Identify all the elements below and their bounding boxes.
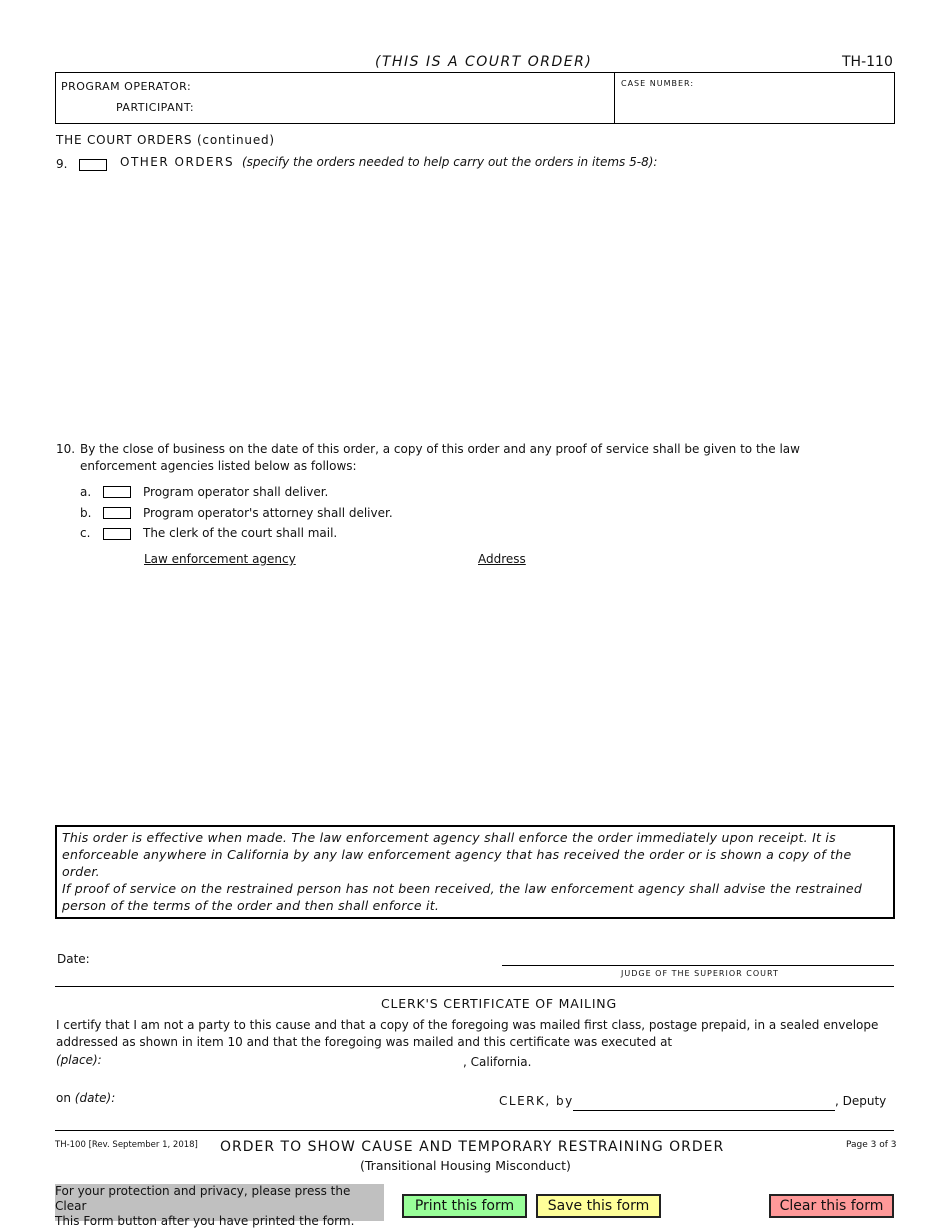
clerk-signature-field[interactable] [575,1092,833,1110]
judge-signature-line [502,965,894,966]
divider-bottom [55,1130,894,1131]
participant-label: PARTICIPANT: [116,101,195,114]
notice-line1: This order is effective when made. The law enforcement agency shall enforce the order immediately upon receipt. It is [62,830,836,845]
notice-line2: enforceable anywhere in California by any law enforcement agency that has received the order or is shown a copy of the [62,847,852,862]
on-label [56,1091,115,1105]
item10-text-line2: enforcement agencies listed below as follows: [80,459,357,473]
option-b-checkbox[interactable] [103,507,131,519]
address-textarea[interactable] [475,572,890,802]
item9-label: OTHER ORDERS [120,155,235,169]
print-button[interactable]: Print this form [402,1194,527,1218]
divider-top [55,986,894,987]
notice-line4: If proof of service on the restrained person has not been received, the law enforcement agency shall advise the restrained [62,881,863,896]
privacy-note [55,1184,384,1228]
clerk-line1: I certify that I am not a party to this cause and that a copy of the foregoing was mailed first class, postage prepaid, in a sealed envelope [56,1018,879,1032]
option-b-letter: b. [80,506,92,520]
program-operator-field[interactable] [210,76,610,94]
clear-button[interactable]: Clear this form [769,1194,894,1218]
judge-label: JUDGE OF THE SUPERIOR COURT [621,969,779,978]
deputy-label: , Deputy [835,1094,887,1108]
other-orders-textarea[interactable] [80,175,892,425]
address-column-header: Address [478,552,526,566]
court-order-label: (THIS IS A COURT ORDER) [375,54,593,70]
notice-text [62,829,862,914]
judge-date-field[interactable] [95,948,475,968]
case-number-field[interactable] [620,92,888,118]
privacy-note-line2: This Form button after you have printed the form. [55,1214,355,1228]
place-label: (place): [56,1053,102,1067]
option-c-label: The clerk of the court shall mail. [143,526,338,540]
form-number: TH-110 [842,54,893,70]
item9-checkbox[interactable] [79,159,107,171]
clerk-signature-line [573,1110,835,1111]
case-number-label: CASE NUMBER: [621,79,695,88]
notice-line3: order. [62,864,100,879]
judge-date-label: Date: [57,952,90,966]
clerk-by-label: CLERK, by [499,1094,574,1108]
option-c-checkbox[interactable] [103,528,131,540]
california-text: , California. [463,1055,532,1069]
section-title: THE COURT ORDERS (continued) [56,133,275,147]
footer-subtitle: (Transitional Housing Misconduct) [360,1158,571,1173]
program-operator-label: PROGRAM OPERATOR: [61,80,192,93]
item9-number: 9. [56,157,68,171]
page-number: Page 3 of 3 [846,1140,897,1150]
option-a-label: Program operator shall deliver. [143,485,329,499]
form-revision: TH-100 [Rev. September 1, 2018] [55,1140,198,1150]
privacy-note-line1: For your protection and privacy, please press the Clear [55,1184,351,1213]
item10-text-line1: By the close of business on the date of this order, a copy of this order and any proof of service shall be given to the law [80,442,800,456]
clerk-date-label: (date): [74,1091,116,1105]
caption-divider [614,73,615,123]
agency-column-header: Law enforcement agency [144,552,296,566]
on-text: on [56,1091,71,1105]
option-b-label: Program operator's attorney shall deliver. [143,506,393,520]
place-field[interactable] [110,1051,455,1071]
agency-textarea[interactable] [140,572,460,802]
clerk-line2: addressed as shown in item 10 and that the foregoing was mailed and this certificate was executed at [56,1035,673,1049]
clerk-date-field[interactable] [120,1089,460,1109]
clerk-title: CLERK'S CERTIFICATE OF MAILING [381,996,617,1011]
item10-number: 10. [56,442,76,456]
footer-title: ORDER TO SHOW CAUSE AND TEMPORARY RESTRAINING ORDER [220,1139,725,1155]
save-button[interactable]: Save this form [536,1194,661,1218]
option-a-letter: a. [80,485,92,499]
option-c-letter: c. [80,526,91,540]
item9-instruction: (specify the orders needed to help carry out the orders in items 5-8): [242,155,658,169]
option-a-checkbox[interactable] [103,486,131,498]
notice-line5: person of the terms of the order and then shall enforce it. [62,898,440,913]
participant-field[interactable] [210,98,610,116]
